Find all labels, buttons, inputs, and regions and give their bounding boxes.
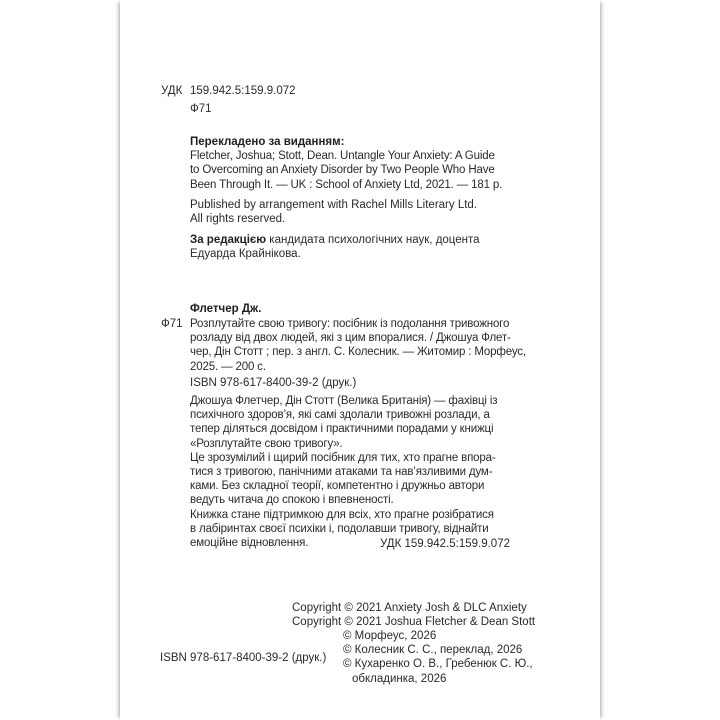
catalog-entry-line: чер, Дін Стотт ; пер. з англ. С. Колесник. — Житомир : Морфеус,	[190, 346, 526, 359]
copyright-section-2	[343, 629, 533, 686]
copyright-line: обкладинка, 2026	[352, 672, 447, 685]
copyright-line: © Морфеус, 2026	[343, 630, 437, 642]
udk-label: УДК	[161, 85, 183, 97]
translated-from-line: to Overcoming an Anxiety Disorder by Two People Who Have	[190, 164, 495, 177]
edited-by-label: За редакцією	[190, 234, 267, 246]
copyright-line: © Кухаренко О. В., Гребенюк С. Ю.,	[343, 658, 533, 671]
copyright-line: Copyright © 2021 Joshua Fletcher & Dean Stott	[292, 616, 536, 629]
catalog-sign: Ф71	[161, 318, 183, 330]
copyright-line: Copyright © 2021 Anxiety Josh & DLC Anxiety	[292, 602, 527, 614]
rights-line: All rights reserved.	[190, 213, 286, 226]
translated-from-line: Been Through It. — UK : School of Anxiety Ltd, 2021. — 181 p.	[190, 178, 503, 191]
translated-from-heading: Перекладено за виданням:	[190, 136, 345, 148]
annotation-line: в лабіринтах своєї психіки і, подолавши тривогу, віднайти	[190, 522, 489, 535]
annotation-line: «Розплутайте свою тривогу».	[190, 437, 343, 450]
copyright-section	[292, 601, 535, 629]
edited-by-name: Едуарда Крайнікова.	[190, 248, 301, 261]
catalog-entry-line: Розплутайте свою тривогу: посібник із подолання тривожного	[190, 318, 510, 330]
annotation-line: тепер діляться досвідом і практичними порадами у книжці	[190, 423, 494, 436]
annotation-line: Це зрозумілий і щирий посібник для тих, хто прагне впора-	[190, 451, 496, 464]
annotation-line: психічного здоров’я, які самі здолали тривожні розлади, а	[190, 409, 490, 422]
edited-by-text: кандидата психологічних наук, доцента	[266, 234, 480, 246]
catalog-entry-line: розладу від двох людей, які з цим впоралися. / Джошуа Флет-	[190, 332, 511, 345]
published-by-line: Published by arrangement with Rachel Mills Literary Ltd.	[190, 199, 477, 211]
bottom-isbn: ISBN 978-617-8400-39-2 (друк.)	[160, 652, 327, 664]
annotation-line: Книжка стане підтримкою для всіх, хто прагне розібратися	[190, 508, 494, 521]
catalog-annotation	[190, 394, 497, 550]
edited-by-section	[190, 233, 480, 261]
book-page	[120, 0, 600, 720]
catalog-author: Флетчер Дж.	[190, 303, 262, 315]
annotation-line: емоційне відновлення.	[190, 537, 309, 550]
catalog-udk-right: УДК 159.942.5:159.9.072	[380, 538, 510, 550]
annotation-line: ведуть читача до спокою і впевненості.	[190, 494, 394, 507]
annotation-line: Джошуа Флетчер, Дін Стотт (Велика Британія) — фахівці із	[190, 395, 498, 407]
catalog-entry	[190, 317, 526, 374]
catalog-entry-line: 2025. — 200 с.	[190, 360, 266, 373]
translated-from-section	[190, 135, 502, 192]
published-by-section	[190, 198, 477, 226]
annotation-line: ками. Без складної теорії, компетентно і дружньо автори	[190, 480, 485, 493]
udk-code: 159.942.5:159.9.072	[190, 85, 296, 97]
translated-from-line: Fletcher, Joshua; Stott, Dean. Untangle Your Anxiety: A Guide	[190, 150, 495, 163]
annotation-line: тися з тривогою, панічними атаками та нав’язливими дум-	[190, 466, 493, 479]
catalog-isbn: ISBN 978-617-8400-39-2 (друк.)	[190, 377, 357, 389]
copyright-line: © Колесник С. С., переклад, 2026	[343, 644, 523, 657]
author-sign: Ф71	[190, 103, 212, 115]
